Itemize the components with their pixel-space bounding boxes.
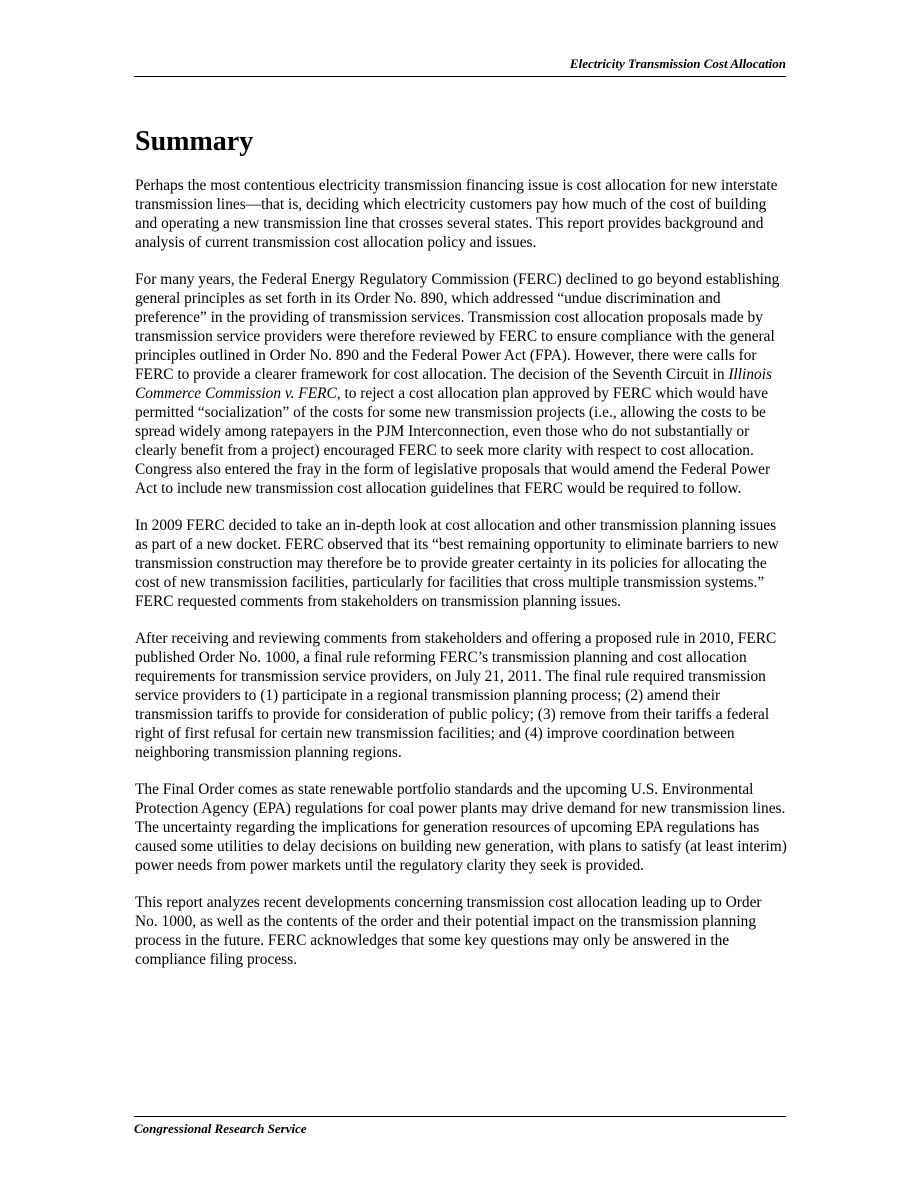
paragraph-3: In 2009 FERC decided to take an in-depth look at cost allocation and other transmission planning issues as part of a new docket. FERC observed that its “best remaining opportunity to eliminate barriers to new transmission construction may therefore be to provide greater certainty in its policies for allocating the cost of new transmission facilities, particularly for facilities that cross multiple transmission systems.” FERC requested comments from stakeholders on transmission planning issues. xyxy=(135,517,779,610)
paragraph-5: The Final Order comes as state renewable portfolio standards and the upcoming U.S. Environmental Protection Agency (EPA) regulations for coal power plants may drive demand for new transmission lines. The uncertainty regarding the implications for generation resources of upcoming EPA regulations has caused some utilities to delay decisions on building new generation, with plans to satisfy (at least interim) power needs from power markets until the regulatory clarity they seek is provided. xyxy=(135,781,787,874)
paragraph-4: After receiving and reviewing comments from stakeholders and offering a proposed rule in 2010, FERC published Order No. 1000, a final rule reforming FERC’s transmission planning and cost allocation requirements for transmission service providers, on July 21, 2011. The final rule required transmission service providers to (1) participate in a regional transmission planning process; (2) amend their transmission tariffs to provide for consideration of public policy; (3) remove from their tariffs a federal right of first refusal for certain new transmission facilities; and (4) improve coordination between neighboring transmission planning regions. xyxy=(135,630,777,761)
running-footer-text: Congressional Research Service xyxy=(134,1121,307,1136)
running-header-title: Electricity Transmission Cost Allocation xyxy=(569,56,786,71)
paragraph-2 xyxy=(135,270,787,498)
paragraph-6: This report analyzes recent developments concerning transmission cost allocation leading up to Order No. 1000, as well as the contents of the order and their potential impact on the transmission planning process in the future. FERC acknowledges that some key questions may only be answered in the compliance filing process. xyxy=(135,894,762,968)
summary-body xyxy=(135,176,787,987)
running-header xyxy=(134,55,786,77)
paragraph-2-part-b: , to reject a cost allocation plan approved by FERC which would have permitted “socialization” of the costs for some new transmission projects (i.e., allowing the costs to be spread widely among ratepayers in the PJM Interconnection, even those who do not substantially or clearly benefit from a project) encouraged FERC to seek more clarity with respect to cost allocation. Congress also entered the fray in the form of legislative proposals that would amend the Federal Power Act to include new transmission cost allocation guidelines that FERC would be required to follow. xyxy=(135,385,771,497)
case-citation: Illinois Commerce Commission v. FERC xyxy=(135,366,772,402)
paragraph-1: Perhaps the most contentious electricity transmission financing issue is cost allocation for new interstate transmission lines—that is, deciding which electricity customers pay how much of the cost of building and operating a new transmission line that crosses several states. This report provides background and analysis of current transmission cost allocation policy and issues. xyxy=(135,177,778,251)
page-title: Summary xyxy=(135,126,254,157)
paragraph-2-part-a: For many years, the Federal Energy Regulatory Commission (FERC) declined to go beyond establishing general principles as set forth in its Order No. 890, which addressed “undue discrimination and preference” in the providing of transmission services. Transmission cost allocation proposals made by transmission service providers were therefore reviewed by FERC to ensure compliance with the general principles outlined in Order No. 890 and the Federal Power Act (FPA). However, there were calls for FERC to provide a clearer framework for cost allocation. The decision of the Seventh Circuit in xyxy=(135,271,780,383)
running-footer xyxy=(134,1116,786,1138)
